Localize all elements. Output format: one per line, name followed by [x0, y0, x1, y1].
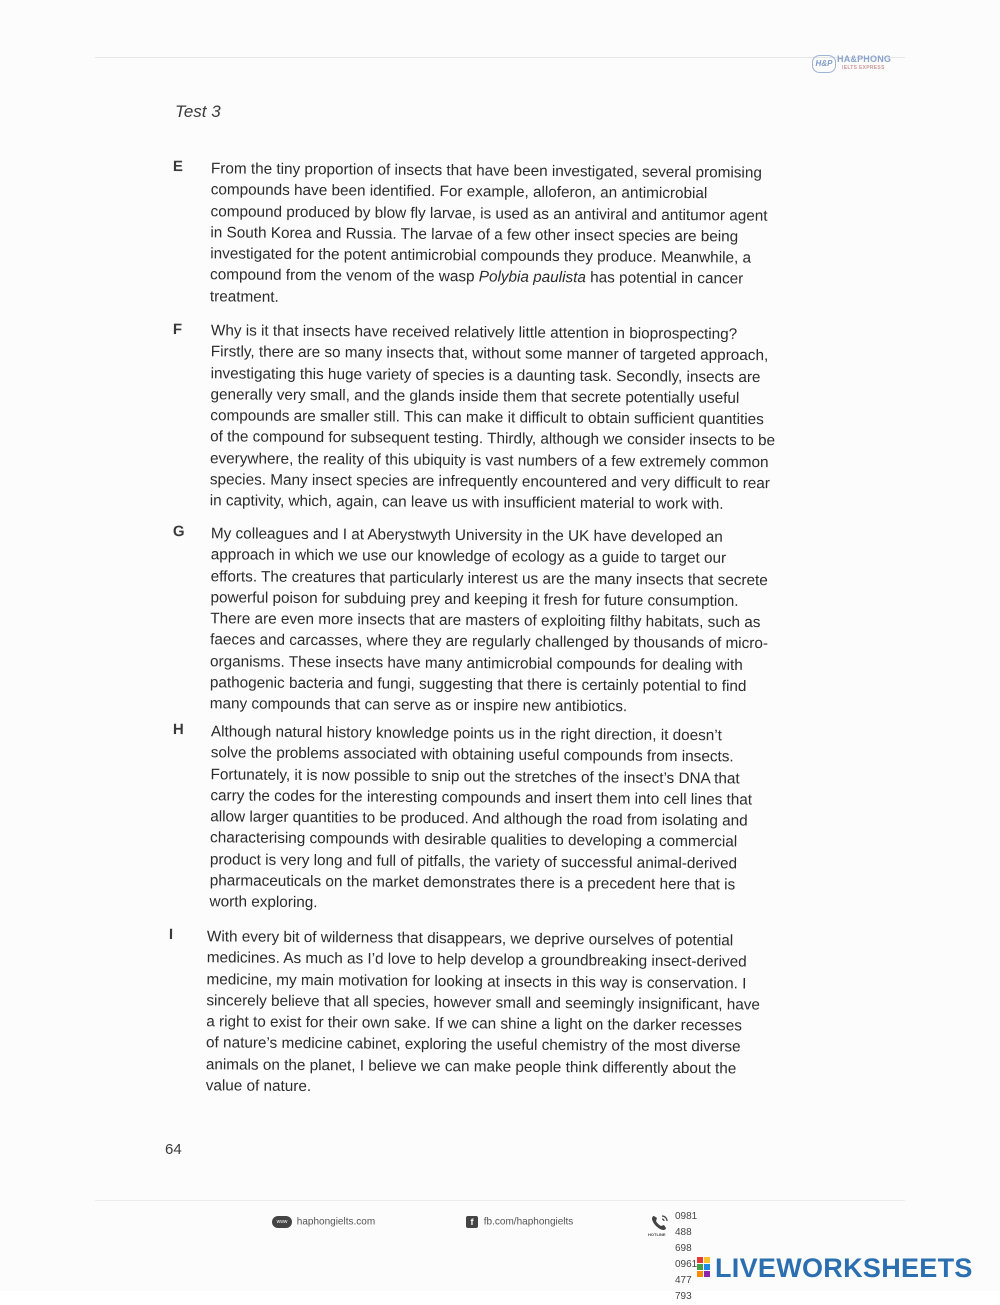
text-line: Why is it that insects have received relatively little attention in bioprospecting? — [210, 322, 738, 343]
phone-icon — [650, 1213, 670, 1233]
text-line: approach in which we use our knowledge of ecology as a guide to target our — [210, 546, 727, 568]
text-line: solve the problems associated with obtaining useful compounds from insects. — [210, 744, 734, 766]
footer-divider — [95, 1200, 905, 1201]
text-line: faeces and carcasses, where they are regularly challenged by thousands of micro- — [210, 631, 769, 653]
text-line: sincerely believe that all species, however small and seemingly insignificant, have — [206, 992, 760, 1014]
text-line: There are even more insects that are masters of exploiting filthy habitats, such as — [210, 610, 761, 632]
text-line: a right to exist for their own sake. If we can shine a light on the darker recesses — [206, 1013, 742, 1035]
text-line: compounds have been identified. For example, alloferon, an antimicrobial — [210, 181, 708, 203]
text-line: pharmaceuticals on the market demonstrates there is a precedent here that is — [209, 872, 736, 894]
page-number: 64 — [165, 1141, 182, 1158]
facebook-link[interactable]: fb.com/haphongielts — [483, 1216, 574, 1228]
text-line: With every bit of wilderness that disappears, we deprive ourselves of potential — [206, 928, 734, 950]
text-line: characterising compounds with desirable qualities to developing a commercial — [210, 829, 738, 851]
text-line: allow larger quantities to be produced. And although the road from isolating and — [210, 808, 748, 830]
liveworksheets-wordmark: LIVEWORKSHEETS — [715, 1253, 973, 1283]
paragraph-h — [171, 721, 882, 918]
text-line: From the tiny proportion of insects that have been investigated, several promising — [210, 160, 762, 182]
text-line: Fortunately, it is now possible to snip out the stretches of the insect’s DNA that — [210, 765, 740, 788]
text-line: investigating this huge variety of species is a daunting task. Secondly, insects are — [210, 364, 761, 386]
paragraph-g — [172, 523, 883, 720]
text-line: My colleagues and I at Aberystwyth University in the UK have developed an — [210, 525, 723, 546]
paragraph-letter: F — [172, 320, 183, 339]
text-segment: compound from the venom of the wasp — [210, 266, 479, 286]
text-line: of the compound for subsequent testing. Thirdly, although we consider insects to be — [210, 428, 776, 450]
text-line: organisms. These insects have many antimicrobial compounds for dealing with — [209, 653, 743, 674]
phone-number-2: 0961 477 793 — [675, 1259, 698, 1302]
website-link[interactable]: haphongielts.com — [296, 1216, 376, 1228]
text-line: animals on the planet, I believe we can make people think differently about the — [205, 1056, 737, 1078]
text-line: pathogenic bacteria and fungi, suggesting that there is certainly potential to find — [209, 674, 747, 696]
facebook-icon: f — [466, 1216, 478, 1228]
text-line: powerful poison for subduing prey and keeping it fresh for future consumption. — [210, 589, 739, 610]
globe-icon: www — [272, 1216, 292, 1228]
text-line: everywhere, the reality of this ubiquity is vast numbers of a few extremely common — [209, 450, 769, 471]
footer-facebook[interactable] — [466, 1216, 573, 1228]
text-line: compounds are smaller still. This can make it difficult to obtain sufficient quantities — [210, 407, 764, 429]
header-divider — [95, 57, 905, 58]
text-line: generally very small, and the glands inside them that secrete potentially useful — [210, 386, 740, 407]
paragraph-f — [172, 320, 883, 517]
text-line: product is very long and full of pitfalls, the variety of successful animal-derived — [209, 851, 738, 873]
logo-name: HA&PHONG — [837, 54, 892, 64]
liveworksheets-logo-icon — [697, 1257, 711, 1281]
test-title: Test 3 — [175, 102, 221, 121]
text-line: medicines. As much as I’d love to help develop a groundbreaking insect-derived — [206, 949, 747, 971]
text-line: value of nature. — [205, 1077, 312, 1096]
phone-number-1: 0981 488 698 — [675, 1211, 698, 1254]
paragraph-letter: I — [168, 925, 174, 944]
text-line: treatment. — [209, 288, 279, 306]
text-line: species. Many insect species are infrequently encountered and very difficult to rear — [209, 471, 770, 493]
paragraph-letter: G — [172, 523, 185, 541]
text-line: carry the codes for the interesting compounds and insert them into cell lines that — [210, 787, 753, 809]
text-line: many compounds that can serve as or inspire new antibiotics. — [209, 695, 628, 716]
paragraph-e — [172, 158, 883, 313]
text-line: medicine, my main motivation for looking at insects in this way is conservation. I — [206, 970, 747, 993]
logo-subtitle: IELTS EXPRESS — [842, 65, 885, 71]
paragraph-letter: H — [172, 721, 184, 739]
text-line: compound produced by blow fly larvae, is used as an antiviral and antitumor agent — [210, 202, 768, 225]
logo-mark: H&P — [812, 55, 836, 73]
text-line: in captivity, which, again, can leave us with insufficient material to work with. — [209, 492, 724, 514]
paragraph-i — [168, 925, 883, 1102]
text-line: of nature’s medicine cabinet, exploring the useful chemistry of the most diverse — [206, 1034, 741, 1056]
species-name: Polybia paulista — [478, 268, 586, 287]
text-line: Firstly, there are so many insects that, without some manner of targeted approach, — [210, 343, 769, 365]
text-line: efforts. The creatures that particularly interest us are the many insects that secrete — [210, 567, 768, 589]
text-line: Although natural history knowledge points us in the right direction, it doesn’t — [210, 723, 723, 745]
text-line: in South Korea and Russia. The larvae of a few other insect species are being — [210, 224, 739, 246]
hotline-label: HOTLINE — [648, 1232, 666, 1237]
text-line: investigated for the potent antimicrobial compounds they produce. Meanwhile, a — [210, 245, 752, 267]
footer-website[interactable] — [272, 1216, 375, 1228]
haphong-logo — [812, 53, 892, 75]
paragraph-letter: E — [172, 158, 184, 176]
text-segment: has potential in cancer — [585, 269, 744, 288]
text-line: worth exploring. — [209, 893, 318, 912]
